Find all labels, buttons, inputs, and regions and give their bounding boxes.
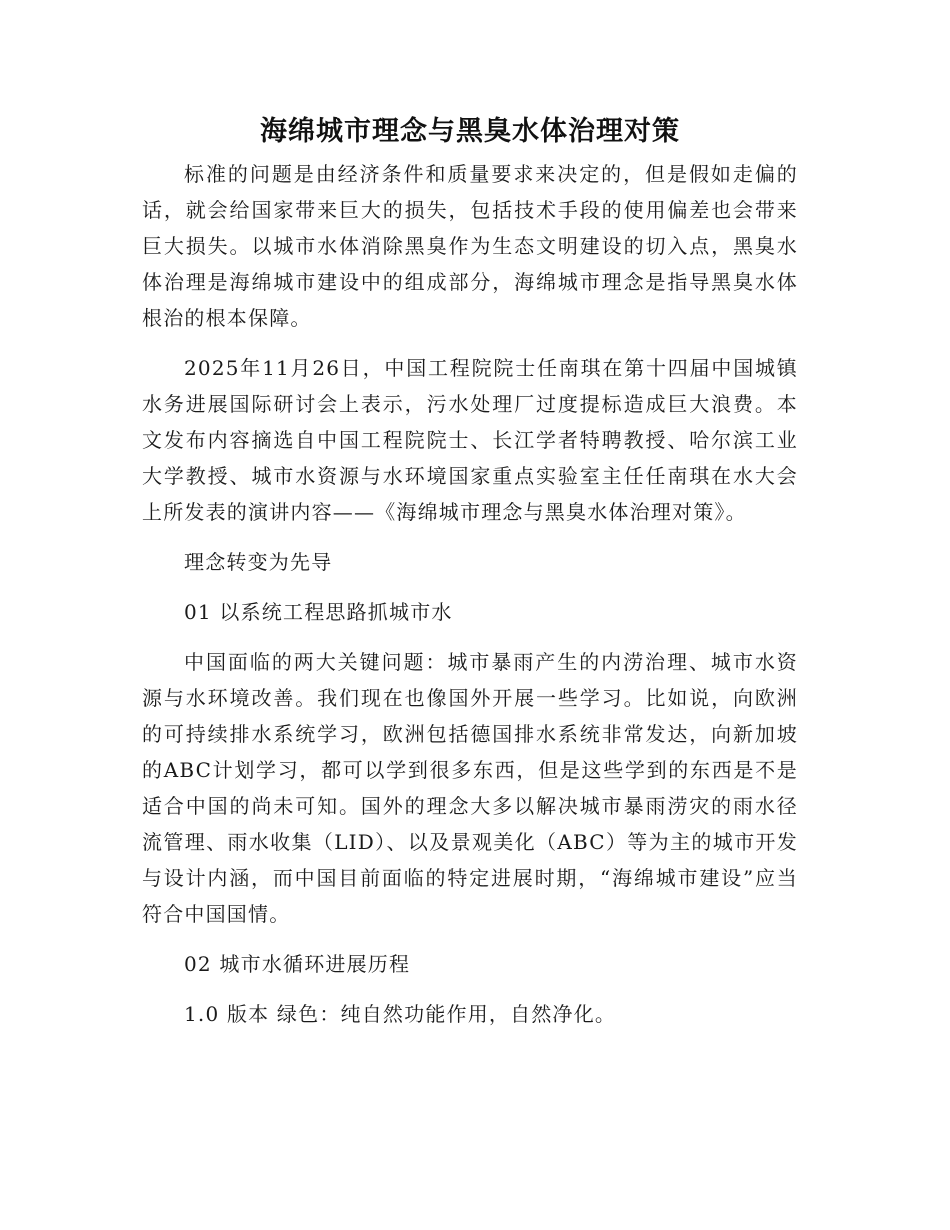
paragraph-version-1: 1.0 版本 绿色：纯自然功能作用，自然净化。: [184, 1002, 617, 1026]
paragraph-event: 2025年11月26日，中国工程院院士任南琪在第十四届中国城镇水务进展国际研讨会上表示，污水处理厂过度提标造成巨大浪费。本文发布内容摘选自中国工程院院士、长江学者特聘教授、哈尔滨工业大学教授、城市水资源与水环境国家重点实验室主任任南琪在水大会上所发表的演讲内容——《海绵城市理念与黑臭水体治理对策》。: [142, 356, 798, 524]
document-page: [142, 112, 798, 1046]
section-heading-02: 02 城市水循环进展历程: [184, 952, 411, 976]
section-heading-concept: 理念转变为先导: [184, 550, 333, 574]
paragraph-key-issues: 中国面临的两大关键问题：城市暴雨产生的内涝治理、城市水资源与水环境改善。我们现在也像国外开展一些学习。比如说，向欧洲的可持续排水系统学习，欧洲包括德国排水系统非常发达，向新加坡的ABC计划学习，都可以学到很多东西，但是这些学到的东西是不是适合中国的尚未可知。国外的理念大多以解决城市暴雨涝灾的雨水径流管理、雨水收集（LID）、以及景观美化（ABC）等为主的城市开发与设计内涵，而中国目前面临的特定进展时期，“海绵城市建设”应当符合中国国情。: [142, 650, 798, 926]
document-title: 海绵城市理念与黑臭水体治理对策: [260, 116, 680, 147]
paragraph-intro: 标准的问题是由经济条件和质量要求来决定的，但是假如走偏的话，就会给国家带来巨大的损失，包括技术手段的使用偏差也会带来巨大损失。以城市水体消除黑臭作为生态文明建设的切入点，黑臭水体治理是海绵城市建设中的组成部分，海绵城市理念是指导黑臭水体根治的根本保障。: [142, 162, 798, 330]
section-heading-01: 01 以系统工程思路抓城市水: [184, 600, 453, 624]
